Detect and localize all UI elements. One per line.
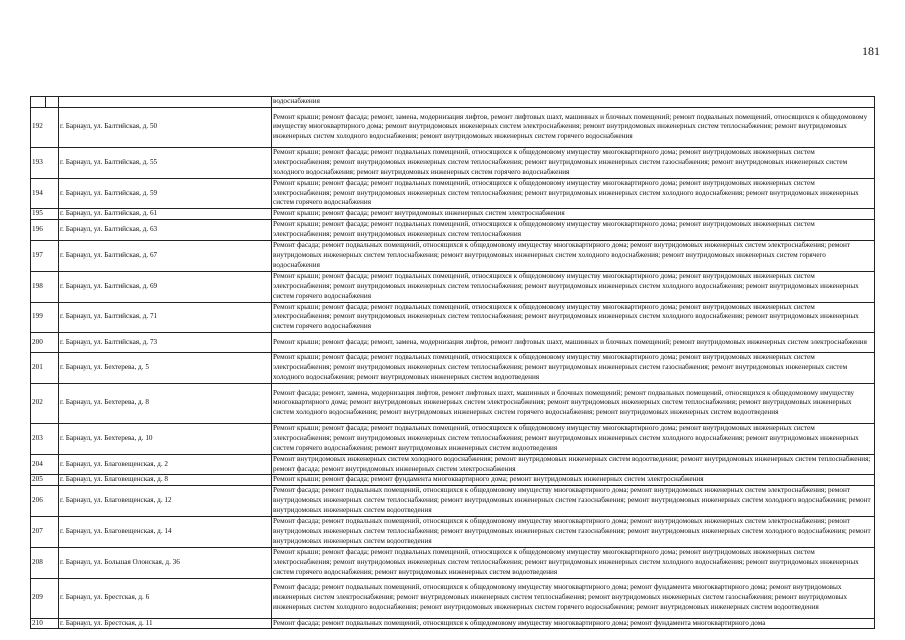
row-number: 198 (31, 271, 59, 302)
works-cell: Ремонт фасада; ремонт подвальных помещений, относящихся к общедомовому имуществу многоквартирного дома; ремонт фундамента многоквартирного дома (272, 618, 875, 629)
works-cell: Ремонт фасада; ремонт, замена, модернизация лифтов, ремонт лифтовых шахт, машинных и блочных помещений; ремонт подвальных помещений, относящихся к общедомовому имуществу многоквартирного дома; ремонт внутридомовых инженерных систем электроснабжения; ремонт внутридомовых инженерных систем теплоснабжения; ремонт внутридомовых инженерных систем холодного водоснабжения; ремонт внутридомовых инженерных систем горячего водоснабжения; ремонт внутридомовых инженерных систем водоотведения (272, 383, 875, 423)
works-cell: Ремонт крыши; ремонт фасада; ремонт подвальных помещений, относящихся к общедомовому имуществу многоквартирного дома; ремонт внутридомовых инженерных систем электроснабжения; ремонт внутридомовых инженерных систем теплоснабжения; ремонт внутридомовых инженерных систем холодного водоснабжения; ремонт внутридомовых инженерных систем горячего водоснабжения (272, 271, 875, 302)
row-number: 200 (31, 333, 59, 353)
works-cell: Ремонт крыши; ремонт фасада; ремонт подвальных помещений, относящихся к общедомовому имуществу многоквартирного дома; ремонт внутридомовых инженерных систем электроснабжения; ремонт внутридомовых инженерных систем теплоснабжения; ремонт внутридомовых инженерных систем холодного водоснабжения; ремонт внутридомовых инженерных систем горячего водоснабжения (272, 178, 875, 209)
address-cell: г. Барнаул, ул. Бехтерева, д. 10 (59, 423, 272, 454)
row-number: 193 (31, 147, 59, 178)
row-number: 209 (31, 578, 59, 618)
works-cell: Ремонт фасада; ремонт подвальных помещений, относящихся к общедомовому имуществу многоквартирного дома; ремонт внутридомовых инженерных систем электроснабжения; ремонт внутридомовых инженерных систем теплоснабжения; ремонт внутридомовых инженерных систем газоснабжения; ремонт внутридомовых инженерных систем холодного водоснабжения; ремонт внутридомовых инженерных систем водоотведения (272, 486, 875, 517)
row-number: 201 (31, 353, 59, 384)
row-number: 207 (31, 517, 59, 548)
table-row (31, 333, 875, 353)
address-cell: г. Барнаул, ул. Благовещенская, д. 12 (59, 486, 272, 517)
works-cell: Ремонт крыши; ремонт фасада; ремонт внутридомовых инженерных систем электроснабжения (272, 209, 875, 220)
row-number: 205 (31, 475, 59, 486)
address-cell: г. Барнаул, ул. Балтийская, д. 63 (59, 220, 272, 241)
table-row (31, 547, 875, 578)
repair-works-table (30, 96, 875, 629)
works-cell: Ремонт крыши; ремонт фасада; ремонт подвальных помещений, относящихся к общедомовому имуществу многоквартирного дома; ремонт внутридомовых инженерных систем электроснабжения; ремонт внутридомовых инженерных систем теплоснабжения; ремонт внутридомовых инженерных систем газоснабжения; ремонт внутридомовых инженерных систем холодного водоснабжения; ремонт внутридомовых инженерных систем водоотведения (272, 353, 875, 384)
works-cell: Ремонт внутридомовых инженерных систем холодного водоснабжения; ремонт внутридомовых инженерных систем водоотведения; ремонт внутридомовых инженерных систем теплоснабжения; ремонт фасада; ремонт внутридомовых инженерных систем электроснабжения (272, 454, 875, 475)
table-row (31, 220, 875, 241)
works-cell: Ремонт крыши; ремонт фасада; ремонт подвальных помещений, относящихся к общедомовому имуществу многоквартирного дома; ремонт внутридомовых инженерных систем электроснабжения; ремонт внутридомовых инженерных систем теплоснабжения; ремонт внутридомовых инженерных систем холодного водоснабжения; ремонт внутридомовых инженерных систем горячего водоснабжения (272, 302, 875, 333)
address-cell: г. Барнаул, ул. Бехтерева, д. 5 (59, 353, 272, 384)
address-cell: г. Барнаул, ул. Благовещенская, д. 2 (59, 454, 272, 475)
table-cell (31, 97, 46, 108)
row-number: 196 (31, 220, 59, 241)
row-number: 210 (31, 618, 59, 629)
table-row (31, 353, 875, 384)
address-cell: г. Барнаул, ул. Балтийская, д. 67 (59, 241, 272, 272)
table-row (31, 517, 875, 548)
table-row (31, 454, 875, 475)
table-row (31, 271, 875, 302)
table-row (31, 178, 875, 209)
address-cell: г. Барнаул, ул. Балтийская, д. 55 (59, 147, 272, 178)
table-row (31, 423, 875, 454)
table-row (31, 241, 875, 272)
row-number: 192 (31, 107, 59, 147)
address-cell: г. Барнаул, ул. Балтийская, д. 61 (59, 209, 272, 220)
table-row (31, 107, 875, 147)
table-row (31, 147, 875, 178)
address-cell: г. Барнаул, ул. Большая Олонская, д. 36 (59, 547, 272, 578)
page-number: 181 (862, 44, 880, 58)
table-row (31, 302, 875, 333)
works-cell: водоснабжения (272, 97, 875, 108)
works-cell: Ремонт фасада; ремонт подвальных помещений, относящихся к общедомовому имуществу многоквартирного дома; ремонт фундамента многоквартирного дома; ремонт внутридомовых инженерных систем электроснабжения; ремонт внутридомовых инженерных систем теплоснабжения; ремонт внутридомовых инженерных систем газоснабжения; ремонт внутридомовых инженерных систем холодного водоснабжения; ремонт внутридомовых инженерных систем горячего водоснабжения; ремонт внутридомовых инженерных систем водоотведения (272, 578, 875, 618)
works-cell: Ремонт фасада; ремонт подвальных помещений, относящихся к общедомовому имуществу многоквартирного дома; ремонт внутридомовых инженерных систем электроснабжения; ремонт внутридомовых инженерных систем теплоснабжения; ремонт внутридомовых инженерных систем холодного водоснабжения; ремонт внутридомовых инженерных систем горячего водоснабжения (272, 241, 875, 272)
address-cell: г. Барнаул, ул. Балтийская, д. 59 (59, 178, 272, 209)
address-cell: г. Барнаул, ул. Бехтерева, д. 8 (59, 383, 272, 423)
table-row (31, 475, 875, 486)
table-row (31, 618, 875, 629)
works-cell: Ремонт крыши; ремонт фасада; ремонт фундамента многоквартирного дома; ремонт внутридомовых инженерных систем электроснабжения (272, 475, 875, 486)
address-cell: г. Барнаул, ул. Брестская, д. 11 (59, 618, 272, 629)
address-cell: г. Барнаул, ул. Балтийская, д. 73 (59, 333, 272, 353)
row-number: 206 (31, 486, 59, 517)
table-row (31, 209, 875, 220)
works-cell: Ремонт крыши; ремонт фасада; ремонт, замена, модернизация лифтов, ремонт лифтовых шахт, машинных и блочных помещений; ремонт подвальных помещений, относящихся к общедомовому имуществу многоквартирного дома; ремонт внутридомовых инженерных систем электроснабжения; ремонт внутридомовых инженерных систем теплоснабжения; ремонт внутридомовых инженерных систем холодного водоснабжения; ремонт внутридомовых инженерных систем горячего водоснабжения (272, 107, 875, 147)
works-cell: Ремонт крыши; ремонт фасада; ремонт подвальных помещений, относящихся к общедомовому имуществу многоквартирного дома; ремонт внутридомовых инженерных систем электроснабжения; ремонт внутридомовых инженерных систем теплоснабжения; ремонт внутридомовых инженерных систем холодного водоснабжения; ремонт внутридомовых инженерных систем горячего водоснабжения; ремонт внутридомовых инженерных систем водоотведения (272, 423, 875, 454)
table-cell (59, 97, 272, 108)
works-cell: Ремонт крыши; ремонт фасада; ремонт подвальных помещений, относящихся к общедомовому имуществу многоквартирного дома; ремонт внутридомовых инженерных систем электроснабжения; ремонт внутридомовых инженерных систем теплоснабжения; ремонт внутридомовых инженерных систем холодного водоснабжения; ремонт внутридомовых инженерных систем горячего водоснабжения; ремонт внутридомовых инженерных систем водоотведения (272, 547, 875, 578)
address-cell: г. Барнаул, ул. Брестская, д. 6 (59, 578, 272, 618)
row-number: 208 (31, 547, 59, 578)
row-number: 203 (31, 423, 59, 454)
table-row (31, 578, 875, 618)
row-number: 199 (31, 302, 59, 333)
row-number: 195 (31, 209, 59, 220)
address-cell: г. Барнаул, ул. Балтийская, д. 69 (59, 271, 272, 302)
table-row (31, 486, 875, 517)
address-cell: г. Барнаул, ул. Благовещенская, д. 14 (59, 517, 272, 548)
row-number: 197 (31, 241, 59, 272)
works-cell: Ремонт фасада; ремонт подвальных помещений, относящихся к общедомовому имуществу многоквартирного дома; ремонт внутридомовых инженерных систем электроснабжения; ремонт внутридомовых инженерных систем теплоснабжения; ремонт внутридомовых инженерных систем газоснабжения; ремонт внутридомовых инженерных систем холодного водоснабжения; ремонт внутридомовых инженерных систем водоотведения (272, 517, 875, 548)
row-number: 202 (31, 383, 59, 423)
row-number: 194 (31, 178, 59, 209)
address-cell: г. Барнаул, ул. Благовещенская, д. 8 (59, 475, 272, 486)
table-cell (46, 97, 59, 108)
table-row (31, 97, 875, 108)
address-cell: г. Барнаул, ул. Балтийская, д. 71 (59, 302, 272, 333)
table-row (31, 383, 875, 423)
address-cell: г. Барнаул, ул. Балтийская, д. 50 (59, 107, 272, 147)
works-cell: Ремонт крыши; ремонт фасада; ремонт подвальных помещений, относящихся к общедомовому имуществу многоквартирного дома; ремонт внутридомовых инженерных систем электроснабжения; ремонт внутридомовых инженерных систем теплоснабжения (272, 220, 875, 241)
row-number: 204 (31, 454, 59, 475)
works-cell: Ремонт крыши; ремонт фасада; ремонт, замена, модернизация лифтов, ремонт лифтовых шахт, машинных и блочных помещений; ремонт внутридомовых инженерных систем электроснабжения (272, 333, 875, 353)
works-cell: Ремонт крыши; ремонт фасада; ремонт подвальных помещений, относящихся к общедомовому имуществу многоквартирного дома; ремонт внутридомовых инженерных систем электроснабжения; ремонт внутридомовых инженерных систем теплоснабжения; ремонт внутридомовых инженерных систем газоснабжения; ремонт внутридомовых инженерных систем холодного водоснабжения; ремонт внутридомовых инженерных систем горячего водоснабжения (272, 147, 875, 178)
